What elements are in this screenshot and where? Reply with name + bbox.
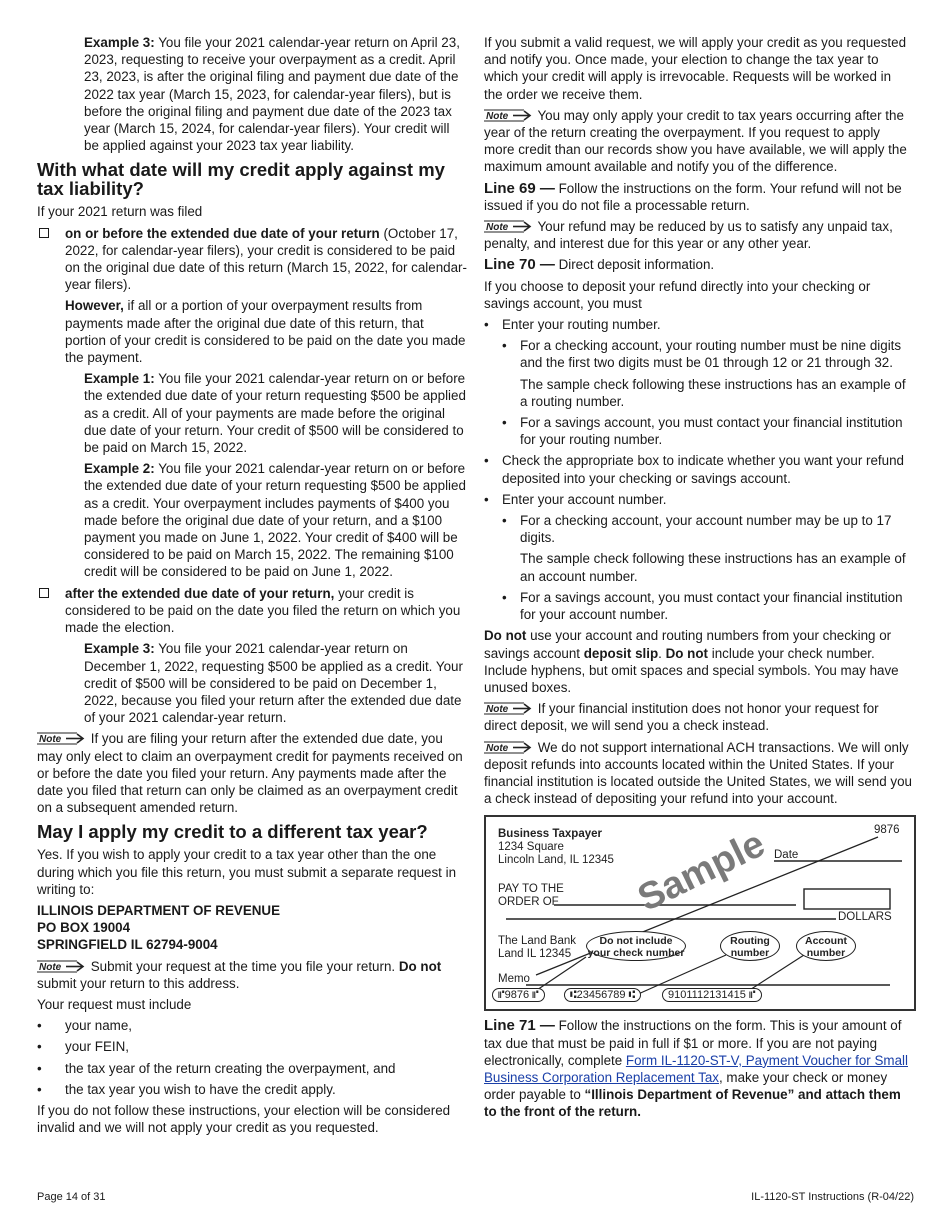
date-label: Date [774, 849, 799, 862]
sample-check [484, 815, 916, 1011]
note-icon [484, 220, 532, 233]
must-include-text: Your request must include [37, 996, 192, 1012]
heading-credit-date: With what date will my credit apply against my tax liability? [37, 159, 445, 200]
sample-routing-note: The sample check following these instructions has an example of a routing number. [520, 376, 906, 409]
callout-account-number: Account number [796, 931, 856, 961]
dollars-label: DOLLARS [838, 911, 892, 924]
sample-watermark: Sample [631, 823, 772, 921]
option-after-extended: after the extended due date of your return, your credit is considered to be paid on the date you filed the return on which you made the election. [37, 585, 467, 637]
closing-paragraph: If you do not follow these instructions, your election will be considered invalid and we will not apply your credit as you requested. [37, 1102, 451, 1136]
example-1: Example 1: You file your 2021 calendar-year return on or before the extended due date of your return requesting $500 be applied as a credit. All of your payments are made before the original due date of your return. Your credit of $500 will be considered to be paid on March 15, 2022. [84, 371, 466, 456]
line-70: Line 70 — Direct deposit information. [484, 256, 715, 274]
checkbox-icon [39, 228, 49, 238]
right-column [484, 34, 912, 1125]
list-item: • Enter your account number. [484, 491, 912, 508]
line-71: Line 71 — Follow the instructions on the form. This is your amount of tax due that must be paid in full if $1 or more. If you are not paying electronically, complete Form IL-1120-ST-V, Payment Voucher for Small Business Corporation Replacement Tax, make your check or money order payable to “Illinois Department of Revenue” and attach them to the front of the return. [484, 1017, 908, 1120]
checkbox-icon [39, 588, 49, 598]
option-on-or-before: on or before the extended due date of your return (October 17, 2022, for calendar-year filers), your credit is considered to be paid on the original due date of this return (March 15, 2022, for calendar-year filers). [37, 225, 467, 294]
micr-check-number: ⑈9876 ⑈ [492, 988, 545, 1002]
check-number: 9876 [874, 824, 900, 837]
form-il-1120-st-v-link[interactable]: Form IL-1120-ST-V, Payment Voucher for Small Business Corporation Replacement Tax [484, 1052, 908, 1085]
list-item: • For a savings account, you must contact your financial institution for your account number. [484, 589, 912, 623]
payer-block: Business Taxpayer 1234 Square Lincoln Land, IL 12345 [498, 828, 614, 867]
pay-to-label: PAY TO THE ORDER OF [498, 883, 564, 909]
heading-different-year: May I apply my credit to a different tax year? [37, 821, 428, 843]
list-item: • the tax year you wish to have the credit apply. [37, 1081, 467, 1098]
note-late-filing: If you are filing your return after the extended due date, you may only elect to claim an overpayment credit for payments received on or before the date you filed your return. Any payments made after the date you filed that return can only be claimed as an overpayment credit on a subsequent amended return. [37, 731, 463, 816]
list-item: • your name, [37, 1017, 467, 1034]
note-refund-reduced: Your refund may be reduced by us to satisfy any unpaid tax, penalty, and interest due for this year or any other year. [484, 219, 893, 252]
mailing-address: ILLINOIS DEPARTMENT OF REVENUE PO BOX 19004 SPRINGFIELD IL 62794-9004 [37, 902, 281, 953]
list-item: • For a savings account, you must contact your financial institution for your routing number. [484, 414, 912, 448]
sample-account-note: The sample check following these instructions has an example of an account number. [520, 551, 906, 584]
note-icon [37, 732, 85, 745]
note-not-honored: If your financial institution does not honor your request for direct deposit, we will send you a check instead. [484, 701, 879, 734]
callout-routing-number: Routing number [720, 931, 780, 961]
memo-label: Memo [498, 973, 530, 986]
list-item: • Check the appropriate box to indicate whether you want your refund deposited into your checking or savings account. [484, 452, 912, 486]
deposit-intro: If you choose to deposit your refund directly into your checking or savings account, you must [484, 278, 871, 311]
callout-check-number: Do not include your check number [586, 931, 686, 961]
form-identifier: IL-1120-ST Instructions (R-04/22) [751, 1191, 914, 1203]
left-column [37, 34, 467, 1140]
micr-account-number: 9101112131415 ⑈ [662, 988, 762, 1002]
note-later-years: You may only apply your credit to tax years occurring after the year of the return creating the overpayment. If you request to apply more credit than our records show you have available, we will apply the maximum amount available and notify you of the difference. [484, 107, 907, 175]
valid-request-paragraph: If you submit a valid request, we will apply your credit as you requested and notify you. Once made, your election to change the tax year to which your credit will apply is irrevocable. Requests will be worked in the order we receive them. [484, 35, 907, 102]
note-icon [37, 960, 85, 973]
list-item: • your FEIN, [37, 1038, 467, 1055]
note-submit-request: Submit your request at the time you file your return. Do not submit your return to this address. [37, 958, 442, 991]
example-2: Example 2: You file your 2021 calendar-year return on or before the extended due date of your return requesting $500 be applied as a credit. Your overpayment includes payments of $400 you made before the original due date of your return, and a $100 payment you made on June 1, 2022. Your credit of $400 will be considered to be paid on March 15, 2022. The remaining $100 credit will be considered to be paid on June 1, 2022. [84, 461, 466, 580]
list-item: • the tax year of the return creating the overpayment, and [37, 1060, 467, 1077]
note-international-ach: We do not support international ACH transactions. We will only deposit refunds into accounts located within the United States. If your financial institution is located outside the United States, we will send you a check instead of depositing your refund into your account. [484, 739, 912, 807]
note-icon [484, 109, 532, 122]
micr-routing-number: ⑆23456789 ⑆ [564, 988, 641, 1002]
yes-paragraph: Yes. If you wish to apply your credit to a tax year other than the one during which you file this return, you must submit a separate request in writing to: [37, 847, 457, 897]
note-icon [484, 702, 532, 715]
do-not-paragraph: Do not use your account and routing numbers from your checking or savings account deposit slip. Do not include your check number. Include hyphens, but omit spaces and special symbols. You may have unused boxes. [484, 628, 899, 695]
example-3-after-extended: Example 3: You file your 2021 calendar-year return on December 1, 2022, requesting $500 be applied as a credit. Your credit of $500 will be considered to be paid on December 1, 2022, because you filed your return after the extended due date of your 2021 calendar-year return. [84, 641, 463, 726]
list-item: • For a checking account, your routing number must be nine digits and the first two digits must be 01 through 12 or 21 through 32. [484, 337, 912, 371]
example-3-credit-year: Example 3: You file your 2021 calendar-year return on April 23, 2023, requesting to receive your overpayment as a credit. April 23, 2023, is after the original filing and payment due date of the 2022 tax year (March 15, 2023, for calendar-year filers), but is before the original filing and payment due date of the 2023 tax year (March 15, 2024, for calendar-year filers). Your credit will be applied against your 2023 tax year liability. [84, 35, 460, 154]
page-number: Page 14 of 31 [37, 1191, 106, 1203]
line-69: Line 69 — Follow the instructions on the form. Your refund will not be issued if you do not file a processable return. [484, 179, 902, 213]
list-item: • Enter your routing number. [484, 316, 912, 333]
if-filed-text: If your 2021 return was filed [37, 204, 203, 220]
list-item: • For a checking account, your account number may be up to 17 digits. [484, 512, 912, 546]
note-icon [484, 741, 532, 754]
however-paragraph: However, if all or a portion of your overpayment results from payments made after the original due date of this return, that portion of your credit is considered to be paid on the date you made the payment. [65, 298, 466, 366]
bank-block: The Land Bank Land IL 12345 [498, 935, 577, 961]
